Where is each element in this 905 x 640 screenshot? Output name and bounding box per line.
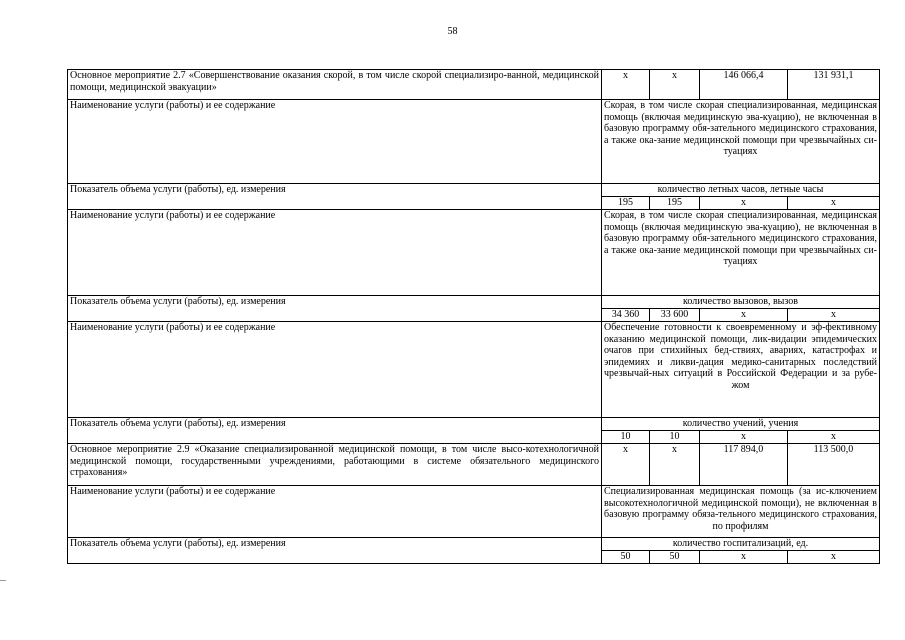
service-row (68, 322, 880, 418)
service-label: Наименование услуги (работы) и ее содержание (68, 210, 602, 296)
event-2-9-value-3: 117 894,0 (700, 444, 788, 486)
indicator-value-2: 33 600 (650, 309, 700, 322)
indicator-unit: количество летных часов, летные часы (602, 184, 880, 197)
indicator-value-1: 10 (602, 431, 650, 444)
indicator-unit: количество вызовов, вызов (602, 296, 880, 309)
margin-mark (0, 580, 6, 581)
event-2-9-row (68, 444, 880, 486)
event-2-9-value-4: 113 500,0 (788, 444, 880, 486)
indicator-value-2: 195 (650, 197, 700, 210)
event-2-7-value-4: 131 931,1 (788, 70, 880, 100)
indicator-value-1: 50 (602, 551, 650, 564)
event-2-9-label: Основное мероприятие 2.9 «Оказание специализированной медицинской помощи, в том числе высо-котехнологичной медицинской помощи, государственными учреждениями, работающими в системе обязательного медицинского страхования» (68, 444, 602, 486)
indicator-unit-row (68, 296, 880, 309)
service-row (68, 486, 880, 538)
indicator-label: Показатель объема услуги (работы), ед. измерения (68, 184, 602, 210)
indicator-value-1: 34 360 (602, 309, 650, 322)
indicator-value-2: 10 (650, 431, 700, 444)
indicator-value-4: х (788, 551, 880, 564)
service-description: Скорая, в том числе скорая специализированная, медицинская помощь (включая медицинскую эва-куацию), не включенная в базовую программу обя-зательного медицинского страхования, а также ока-зание медицинской помощи при чрезвычайных си-туациях (602, 100, 880, 184)
indicator-unit-row (68, 538, 880, 551)
service-label: Наименование услуги (работы) и ее содержание (68, 100, 602, 184)
program-table (67, 69, 880, 564)
service-description: Скорая, в том числе скорая специализированная, медицинская помощь (включая медицинскую эва-куацию), не включенная в базовую программу обя-зательного медицинского страхования, а также ока-зание медицинской помощи при чрезвычайных си-туациях (602, 210, 880, 296)
indicator-value-4: х (788, 309, 880, 322)
event-2-9-value-2: х (650, 444, 700, 486)
service-row (68, 210, 880, 296)
indicator-value-4: х (788, 431, 880, 444)
page-number: 58 (447, 26, 458, 37)
indicator-value-3: х (700, 197, 788, 210)
indicator-value-2: 50 (650, 551, 700, 564)
service-description: Специализированная медицинская помощь (за ис-ключением высокотехнологичной медицинской помощи), не включенная в базовую программу обяза-тельного медицинского страхования, по профилям (602, 486, 880, 538)
indicator-value-1: 195 (602, 197, 650, 210)
event-2-7-value-2: х (650, 70, 700, 100)
indicator-value-3: х (700, 309, 788, 322)
indicator-value-3: х (700, 551, 788, 564)
indicator-label: Показатель объема услуги (работы), ед. измерения (68, 538, 602, 564)
indicator-unit-row (68, 184, 880, 197)
event-2-9-value-1: х (602, 444, 650, 486)
indicator-unit: количество госпитализаций, ед. (602, 538, 880, 551)
service-row (68, 100, 880, 184)
indicator-unit: количество учений, учения (602, 418, 880, 431)
indicator-value-3: х (700, 431, 788, 444)
indicator-label: Показатель объема услуги (работы), ед. измерения (68, 296, 602, 322)
service-label: Наименование услуги (работы) и ее содержание (68, 322, 602, 418)
service-description: Обеспечение готовности к своевременному и эф-фективному оказанию медицинской помощи, лик-видации эпидемических очагов при стихийных бед-ствиях, авариях, катастрофах и эпидемиях и ликви-дация медико-санитарных последствий чрезвычай-ных ситуаций в Российской Федерации и за рубе-жом (602, 322, 880, 418)
event-2-7-label: Основное мероприятие 2.7 «Совершенствование оказания скорой, в том числе скорой специализиро-ванной, медицинской помощи, медицинской эвакуации» (68, 70, 602, 100)
event-2-7-value-3: 146 066,4 (700, 70, 788, 100)
indicator-unit-row (68, 418, 880, 431)
indicator-label: Показатель объема услуги (работы), ед. измерения (68, 418, 602, 444)
event-2-7-value-1: х (602, 70, 650, 100)
indicator-value-4: х (788, 197, 880, 210)
service-label: Наименование услуги (работы) и ее содержание (68, 486, 602, 538)
event-2-7-row (68, 70, 880, 100)
